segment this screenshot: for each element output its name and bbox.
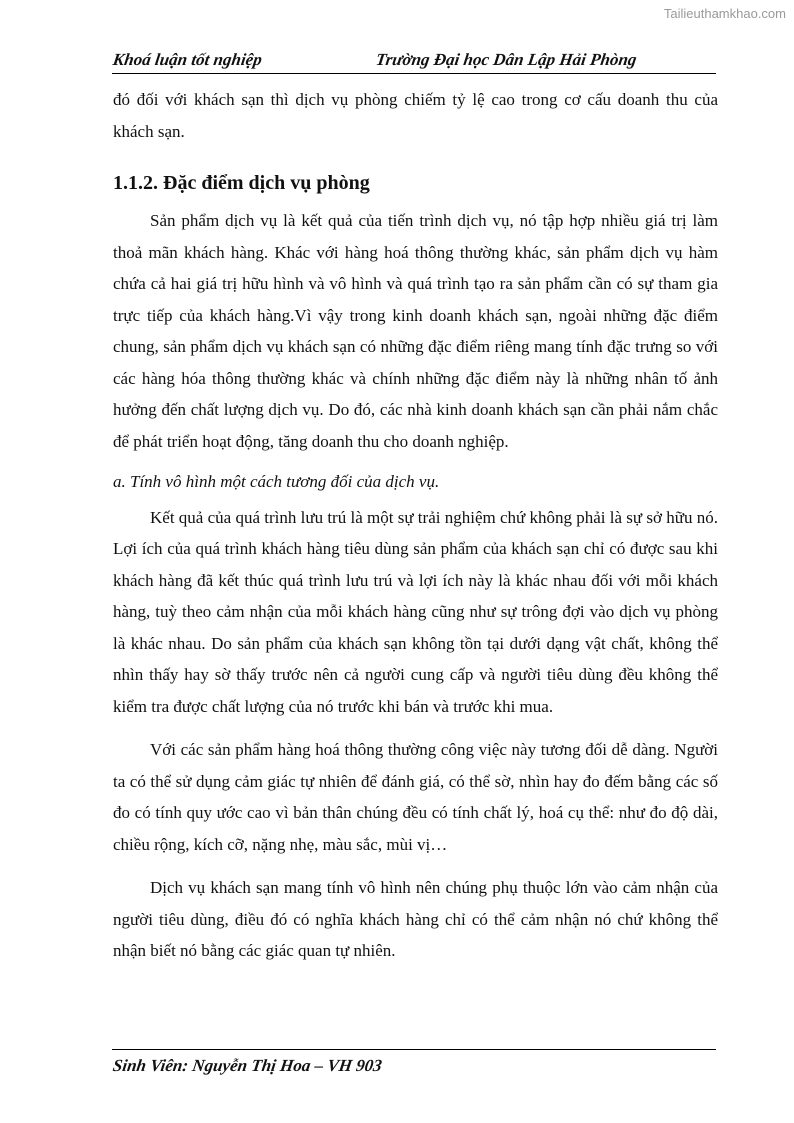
subheading-a: a. Tính vô hình một cách tương đối của dịch vụ. xyxy=(113,472,440,491)
paragraph-1: Sản phẩm dịch vụ là kết quả của tiến trình dịch vụ, nó tập hợp nhiều giá trị làm thoả mãn khách hàng. Khác với hàng hoá thông thường khác, sản phẩm dịch vụ hàm chứa cả hai giá trị hữu hình và vô hình và quá trình tạo ra sản phẩm cần có sự tham gia trực tiếp của khách hàng.Vì vậy trong kinh doanh khách sạn, ngoài những đặc điểm chung, sản phẩm dịch vụ khách sạn có những đặc điểm riêng mang tính đặc trưng so với các hàng hóa thông thường khác và chính những đặc điểm này là những nhân tố ảnh hưởng đến chất lượng dịch vụ. Do đó, các nhà kinh doanh khách sạn cần phải nắm chắc để phát triển hoạt động, tăng doanh thu cho doanh nghiệp. xyxy=(113,211,718,451)
paragraph-4: Dịch vụ khách sạn mang tính vô hình nên chúng phụ thuộc lớn vào cảm nhận của người tiêu dùng, điều đó có nghĩa khách hàng chỉ có thể cảm nhận nó chứ không thể nhận biết nó bằng các giác quan tự nhiên. xyxy=(113,878,718,960)
watermark-text: Tailieuthamkhao.com xyxy=(663,6,786,21)
section-heading: 1.1.2. Đặc điểm dịch vụ phòng xyxy=(113,172,370,194)
paragraph-2: Kết quả của quá trình lưu trú là một sự trải nghiệm chứ không phải là sự sở hữu nó. Lợi ích của quá trình khách hàng tiêu dùng sản phẩm của khách sạn chỉ có được sau khi khách hàng đã kết thúc quá trình lưu trú và lợi ích này là khác nhau đối với mỗi khách hàng, tuỳ theo cảm nhận của mỗi khách hàng cũng như sự trông đợi vào dịch vụ phòng là khác nhau. Do sản phẩm của khách sạn không tồn tại dưới dạng vật chất, không thể nhìn thấy hay sờ thấy trước nên cả người cung cấp và người tiêu dùng đều không thể kiểm tra được chất lượng của nó trước khi bán và trước khi mua. xyxy=(113,507,718,716)
header-divider xyxy=(112,73,716,74)
footer-divider xyxy=(112,1049,716,1050)
header-university-name: Trường Đại học Dân Lập Hải Phòng xyxy=(374,50,638,69)
footer-student-name: Sinh Viên: Nguyễn Thị Hoa – VH 903 xyxy=(111,1056,384,1075)
intro-paragraph: đó đối với khách sạn thì dịch vụ phòng chiếm tỷ lệ cao trong cơ cấu doanh thu của khách sạn. xyxy=(113,90,718,141)
paragraph-3: Với các sản phẩm hàng hoá thông thường công việc này tương đối dễ dàng. Người ta có thể sử dụng cảm giác tự nhiên để đánh giá, có thể sờ, nhìn hay đo đếm bằng các số đo có tính quy ước cao vì bản thân chúng đều có tính chất lý, hoá cụ thể: như đo độ dài, chiều rộng, kích cỡ, nặng nhẹ, màu sắc, mùi vị… xyxy=(113,740,718,854)
page-body xyxy=(113,84,718,967)
header-thesis-title: Khoá luận tốt nghiệp xyxy=(111,50,264,69)
